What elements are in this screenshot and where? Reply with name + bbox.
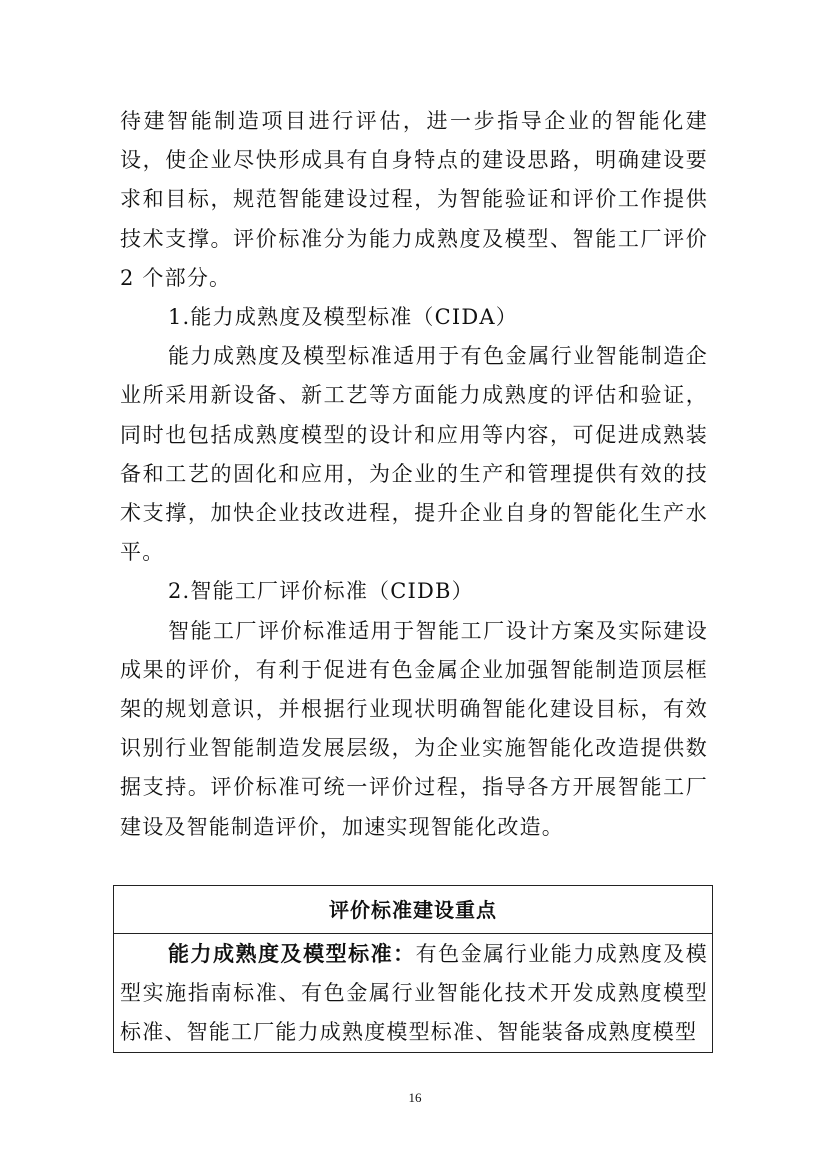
box-body: [114, 934, 712, 1052]
section-heading-cida: 1.能力成熟度及模型标准（CIDA）: [168, 305, 519, 330]
box-lead-label: 能力成熟度及模型标准：: [168, 941, 416, 966]
page-number: 16: [408, 1090, 422, 1105]
paragraph-cida: 能力成熟度及模型标准适用于有色金属行业智能制造企业所采用新设备、新工艺等方面能力成熟度的评估和验证，同时也包括成熟度模型的设计和应用等内容，可促进成熟装备和工艺的固化和应用，为企业的生产和管理提供有效的技术支撑，加快企业技改进程，提升企业自身的智能化生产水平。: [120, 344, 708, 565]
paragraph-cidb: 智能工厂评价标准适用于智能工厂设计方案及实际建设成果的评价，有利于促进有色金属企业加强智能制造顶层框架的规划意识，并根据行业现状明确智能化建设目标，有效识别行业智能制造发展层级，为企业实施智能化改造提供数据支持。评价标准可统一评价过程，指导各方开展智能工厂建设及智能制造评价，加速实现智能化改造。: [120, 618, 708, 839]
box-title: 评价标准建设重点: [114, 886, 712, 934]
body-text: [120, 102, 708, 847]
key-points-box: [113, 885, 713, 1053]
section-heading-cidb: 2.智能工厂评价标准（CIDB）: [168, 579, 474, 604]
box-body-text: 有色金属行业能力成熟度及模型实施指南标准、有色金属行业智能化技术开发成熟度模型标准、智能工厂能力成熟度模型标准、智能装备成熟度模型: [120, 942, 708, 1044]
paragraph-intro-continued: 待建智能制造项目进行评估，进一步指导企业的智能化建设，使企业尽快形成具有自身特点的建设思路，明确建设要求和目标，规范智能建设过程，为智能验证和评价工作提供技术支撑。评价标准分为能力成熟度及模型、智能工厂评价 2 个部分。: [120, 109, 708, 290]
